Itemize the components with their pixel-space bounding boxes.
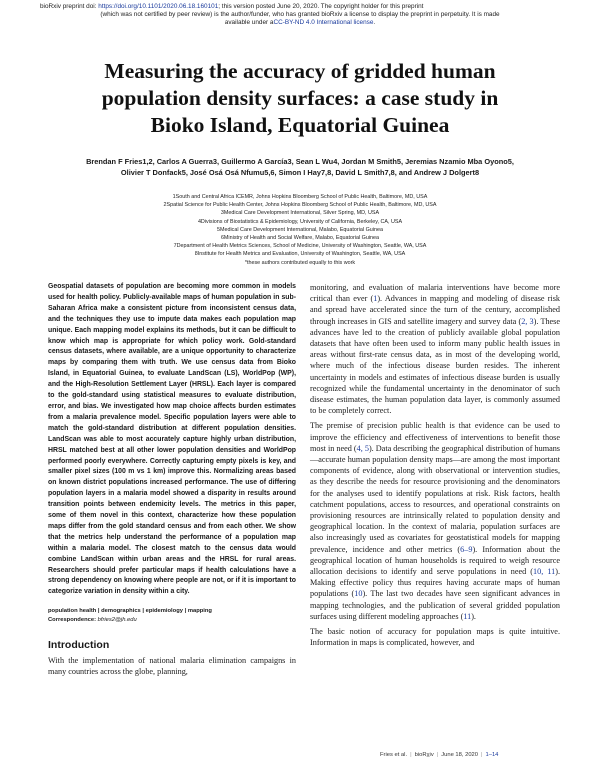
title-line-2: population density surfaces: a case study in: [101, 86, 499, 110]
footer-authors: Fries et al.: [380, 752, 408, 758]
affiliation-5: 5Medical Care Development International, Malabo, Equatorial Guinea: [216, 226, 383, 233]
notice-line1: bioRxiv preprint doi:: [40, 3, 99, 10]
citation-link[interactable]: 10: [354, 589, 363, 599]
left-column: [48, 282, 296, 682]
keywords: population health | demographics | epidemiology | mapping: [48, 608, 212, 615]
correspondence: [48, 616, 296, 625]
title-line-3: Bioko Island, Equatorial Guinea: [150, 113, 450, 137]
notice-line3-end: .: [373, 19, 376, 27]
affiliation-6: 6Ministry of Health and Social Welfare, Malabo, Equatorial Guinea: [220, 235, 380, 242]
notice-line2: (which was not certified by peer review) is the author/funder, who has granted bioRxiv a license to display the preprint in perpetuity. It is made: [100, 11, 500, 19]
paper-title: [40, 58, 560, 139]
right-column: [310, 282, 560, 653]
page-footer: Fries et al. | bioRχiv | June 18, 2020 | 1–14: [380, 752, 499, 758]
correspondence-label: Correspondence:: [48, 617, 96, 624]
paragraph-precision-public-health: The premise of precision public health is that evidence can be used to improve the efficiency and effectiveness of interventions to benefit those most in need (4, 5). Data describing the geographical distribution of humans—accurate human population density maps—are among the most important components of evidence, along with observational or intervention studies, as they describe the needs for resource provisioning and the denominators for the analyses used to identify populations at risk. Risk factors, health catchment populations, access to resources, and operational constraints on provisioning resources are intrinsically related to population density and geographical location. In the context of malaria, population surfaces are also increasingly used as covariates for geostatistical models for mapping prevalence, incidence and other metrics (6–9). Information about the geographical location of human households is required to weigh resource allocation decisions to identify and serve populations in need (10, 11). Making effective policy thus requires having accurate maps of human populations (10). The last two decades have seen significant advances in mapping technologies, and the publication of several gridded population surfaces using different modeling approaches (11).: [310, 421, 561, 621]
author-list: [60, 156, 540, 178]
paragraph-monitoring: monitoring, and evaluation of malaria interventions have become more critical than ever (1). Advances in mapping and modeling of disease risk and spread have accelerated since the turn of the century, accomplished through increases in GIS and satellite imagery and survey data (2, 3). These advances have led to the creation of publicly available global population datasets that have often been used to inform many public health issues in areas without first-rate census data, as in most of the developing world, where much of the infectious disease burden resides. The inherent uncertainty in models and estimates of infectious disease burden is usually recognized while the fundamental uncertainty in the denominator of such disease estimates, the human population data layer, is commonly assumed to be completely correct.: [310, 283, 561, 416]
citation-link[interactable]: 1: [373, 294, 378, 304]
intro-paragraph-1: With the implementation of national malaria elimination campaigns in many countries across the globe, planning,: [48, 656, 296, 677]
affiliation-3: 3Medical Care Development International, Silver Spring, MD, USA: [220, 210, 380, 217]
abstract: Geospatial datasets of population are becoming more common in models used for health policy. Publicly-available maps of human population in sub-Saharan Africa make a consistent picture from inconsistent census data, and the techniques they use to impute data makes each population map unique. Each mapping model explains its methods, but it can be difficult to know which map is appropriate for which policy work. Gold-standard census datasets, where available, are a unique opportunity to characterize maps by comparing them with truth. We use census data from Bioko Island, in Equatorial Guinea, to evaluate LandScan (LS), WorldPop (WP), and the High-Resolution Settlement Layer (HRSL). Each layer is compared to the gold-standard using statistical measures to evaluate distribution, error, and bias. We investigated how map choice affects burden estimates from a malaria prevalence model. Specific population layers were able to match the gold-standard distribution at different population densities. LandScan was able to most accurately capture highly urban distribution, HRSL matched best at all other lower population densities and WorldPop performed poorly everywhere. Correctly capturing empty pixels is key, and smaller pixel sizes (100 m vs 1 km) improve this. Normalizing areas based on known district populations increased performance. The use of differing population layers in a malaria model showed a disparity in results around transition points between endemicity levels. The metrics in this paper, some of them novel in this context, characterize how these population maps differ from the gold standard census and from each other. We show that the metrics help understand the performance of a population map within a malaria model. The closest match to the census data would combine LandScan within urban areas and the HRSL for rural areas. Researchers should prefer particular maps if health calculations have a strong dependency on knowing where people are not, or if it is important to categorize variation in density within a city.: [48, 283, 296, 596]
preprint-notice: [40, 3, 560, 28]
introduction-heading: Introduction: [48, 639, 110, 652]
citation-link[interactable]: 11: [463, 611, 472, 621]
equal-contribution-note: *these authors contributed equally to this work: [244, 259, 356, 266]
affiliation-1: 1South and Central Africa ICEMR, Johns Hopkins Bloomberg School of Public Health, Baltimore, MD, USA: [172, 194, 428, 200]
doi-link[interactable]: https://doi.org/10.1101/2020.06.18.160101: [98, 3, 219, 10]
affiliation-8: 8Institute for Health Metrics and Evaluation, University of Washington, Seattle, WA, USA: [194, 251, 406, 258]
affiliations: [60, 193, 540, 267]
authors-line-2: Olivier T Donfack5, José Osá Osá Nfumu5,6, Simon I Hay7,8, David L Smith7,8, and Andrew J Dolgert8: [120, 168, 480, 177]
citation-link[interactable]: 10, 11: [533, 567, 556, 577]
paragraph-accuracy: The basic notion of accuracy for population maps is quite intuitive. Information in maps is complicated, however, and: [310, 627, 560, 648]
affiliation-4: 4Divisions of Biostatistics & Epidemiology, University of California, Berkeley, CA, USA: [197, 218, 403, 225]
affiliation-2: 2Spatial Science for Public Health Center, Johns Hopkins Bloomberg School of Public Health, Baltimore, MD, USA: [163, 202, 437, 209]
citation-link[interactable]: 4, 5: [356, 443, 369, 453]
notice-line1-rest: ; this version posted June 20, 2020. The copyright holder for this preprint: [218, 3, 424, 10]
correspondence-email[interactable]: bfries2@jh.edu: [97, 617, 137, 624]
license-link[interactable]: CC-BY-ND 4.0 International license: [273, 19, 374, 27]
footer-pages: 1–14: [485, 752, 499, 758]
citation-link[interactable]: 2, 3: [521, 316, 534, 326]
footer-date: June 18, 2020: [441, 752, 478, 758]
citation-link[interactable]: 6–9: [460, 544, 473, 554]
notice-line3: available under a: [224, 19, 274, 27]
authors-line-1: Brendan F Fries1,2, Carlos A Guerra3, Guillermo A García3, Sean L Wu4, Jordan M Smith5, Jeremias Nzamio Mba Oyono5,: [86, 157, 514, 166]
affiliation-7: 7Department of Health Metrics Sciences, School of Medicine, University of Washington, Seattle, WA, USA: [173, 243, 427, 250]
title-line-1: Measuring the accuracy of gridded human: [104, 59, 496, 83]
footer-journal: bioRχiv: [414, 752, 434, 758]
